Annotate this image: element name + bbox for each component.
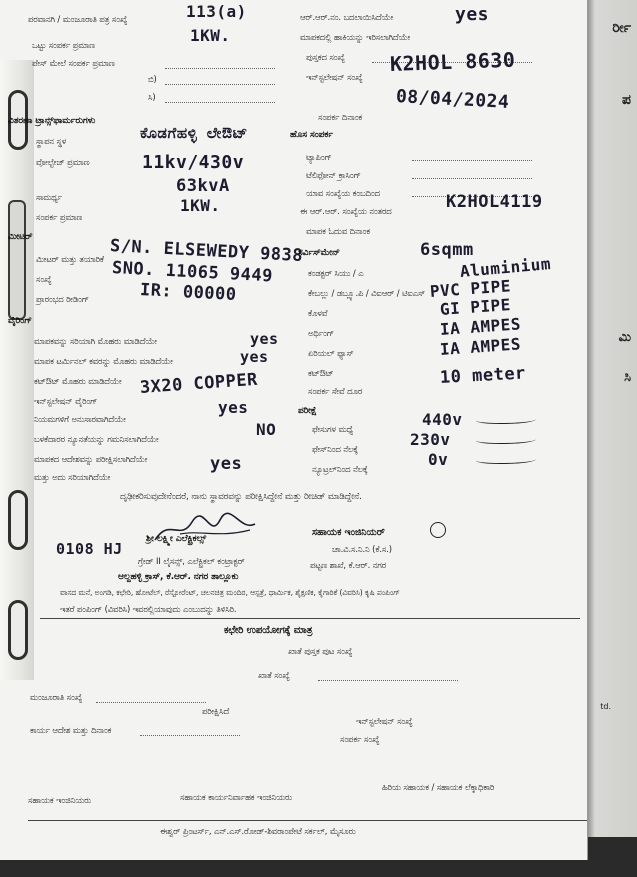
field-label: ಆರ್.ಆರ್.ನಂ. ಬದಲಾಯಿಸಿದೆಯೇ <box>300 12 394 22</box>
signatory-label: ಸಹಾಯಕ ಕಾರ್ಯನಿರ್ವಾಹಕ ಇಂಜಿನಿಯರು <box>180 792 293 802</box>
fill-line <box>165 84 275 85</box>
field-label: ಸಂಪರ್ಕ ದಿನಾಂಕ <box>318 112 363 122</box>
premises-type-text: ವಾಸದ ಮನೆ, ಅಂಗಡಿ, ಕಛೇರಿ, ಹೋಟೆಲ್, ರೆಸ್ಟೋರೆಂಟ್, ಚಲನಚಿತ್ರ ಮಂದಿರ, ಆಸ್ಪತ್ರೆ, ಧಾರ್ಮಿಕ, ಶೈಕ್ಷಣಿಕ, ಕೈಗಾರಿಕೆ (ವಿವರಿಸಿ) ಕೃಷಿ ಪಂಪಿಂಗ್ <box>60 588 400 597</box>
field-label: ಟ್ಯಾಪಿಂಗ್ <box>306 152 332 162</box>
field-label: ಕೊಳವೆ <box>308 308 328 318</box>
handwritten-value: IA AMPES <box>439 314 522 339</box>
engineer-office: ಚಾ.ವಿ.ಸ.ನಿ.ನಿ (ಕೆ.ಸ.) <box>332 544 392 554</box>
field-label: ಸಾಮರ್ಥ್ಯ <box>36 192 62 202</box>
handwritten-value: ಕೊಡಗೆಹಳ್ಳಿ ಲೇಔಟ್ <box>140 124 248 142</box>
fill-line <box>318 680 458 681</box>
contractor-license: ಗ್ರೇಡ್ II ಲೈಸನ್ಸ್, ಎಲೆಕ್ಟ್ರಿಕಲ್ ಕಂಟ್ರಾಕ್ಟರ್ <box>138 556 245 566</box>
field-label: ಫೇಸ್‌ನಿಂದ ನೆಲಕ್ಕೆ <box>312 444 358 454</box>
field-label: ಸಂಪರ್ಕ ಪ್ರಮಾಣ <box>36 212 83 222</box>
right-edge-text: ಮಿ <box>618 330 631 345</box>
handwritten-value: 113(a) <box>186 2 247 21</box>
handwritten-value: 11kv/430v <box>142 152 245 173</box>
handwritten-value: SNO. 11065 9449 <box>111 258 274 287</box>
field-label: ಸಿ) <box>148 92 156 102</box>
field-label: ನ್ಯೂಟ್ರಲ್‌ನಿಂದ ನೆಲಕ್ಕೆ <box>312 464 368 474</box>
handwritten-value: 6sqmm <box>420 240 474 260</box>
contractor-name: ಶ್ರೀ ಲಕ್ಷ್ಮೀ ಎಲೆಕ್ಟ್ರಿಕಲ್ಸ್ <box>146 534 207 544</box>
emblem-icon <box>430 522 446 538</box>
field-label: ಇನ್‌ಸ್ಟಲೇಷನ್ ಸಂಖ್ಯೆ <box>356 716 413 726</box>
section-heading: ವಿತರಣಾ ಟ್ರಾನ್ಸ್‌ಫಾರ್ಮರುಗಳು <box>8 116 96 126</box>
field-label: ಬಳಕೆದಾರರ ನ್ಯೂನತೆಯನ್ನು ಗಮನಿಸಲಾಗಿದೆಯೇ <box>34 434 159 444</box>
field-label: ಸಂಪರ್ಕ ಸೇವೆ ದೂರ <box>308 386 363 396</box>
field-label: ಕಂಡಕ್ಟರ್ ಸಿಯು / ಎ <box>308 268 364 278</box>
handwritten-value: PVC PIPE <box>429 276 512 301</box>
binder-ring <box>8 490 28 550</box>
field-label: ಕಾರ್ಯ ಆದೇಶ ಮತ್ತು ದಿನಾಂಕ <box>30 725 112 735</box>
field-label: ಸಂಪರ್ಕ ಸಂಖ್ಯೆ <box>340 734 380 744</box>
footer-divider <box>28 820 588 821</box>
signatory-label: ಹಿರಿಯ ಸಹಾಯಕ / ಸಹಾಯಕ ಲೆಕ್ಕಾಧಿಕಾರಿ <box>382 782 495 792</box>
field-label: ಕಟ್‌ಔಟ್ <box>308 368 334 378</box>
handwritten-value: Aluminium <box>459 254 552 281</box>
field-label: ಟೆಲಿಫೋನ್ ಕ್ರಾಸಿಂಗ್ <box>306 170 361 180</box>
handwritten-stroke <box>476 456 536 464</box>
field-label: ನಿಯಮಗಳಿಗೆ ಅನುಸಾರವಾಗಿದೆಯೇ <box>34 414 126 424</box>
right-edge-text: ಪ <box>622 92 631 108</box>
fill-line <box>412 178 532 179</box>
right-edge-text: td. <box>600 702 611 711</box>
field-label: ಮಾಪಕದಲ್ಲಿ ಹಾಕಿಯನ್ನು ಇರಿಸಲಾಗಿದೆಯೇ <box>300 32 411 42</box>
signatory-label: ಸಹಾಯಕ ಇಂಜಿನಿಯರು <box>28 795 92 805</box>
field-label: ಪ್ರಾರಂಭದ ರೀಡಿಂಗ್ <box>36 294 89 304</box>
field-label: ಮಾಪಕವನ್ನು ಸರಿಯಾಗಿ ಮೊಹರು ಮಾಡಿದೆಯೇ <box>34 336 157 346</box>
fill-line <box>165 102 275 103</box>
field-label: ಸ್ಥಾಪನ ಸ್ಥಳ <box>36 136 67 146</box>
handwritten-stroke <box>476 416 536 424</box>
field-label: ಪೇಸ್ ಮೇಲೆ ಸಂಪರ್ಕ ಪ್ರಮಾಣ <box>32 58 115 68</box>
field-label: ಮಾಪಕ ಓದುವ ದಿನಾಂಕ <box>306 226 370 236</box>
field-label: ಮಾಪಕದ ಆದೇಶವನ್ನು ಪರೀಕ್ಷಿಸಲಾಗಿದೆಯೇ <box>34 454 148 464</box>
field-label: ಅರ್ಥಿಂಗ್ <box>308 328 334 338</box>
handwritten-value: 08/04/2024 <box>395 86 510 113</box>
handwritten-value: K2HOL4119 <box>446 192 543 212</box>
binder-ring <box>8 600 28 660</box>
section-heading: ವೈರಿಂಗ್ <box>8 316 32 326</box>
printer-credit: ಈಶ್ವರ್ ಪ್ರಿಂಟರ್ಸ್, ಎನ್.ಎಸ್.ರೋಡ್-ಶಿವರಾಂಪೇಟೆ ಸರ್ಕಲ್, ಮೈಸೂರು <box>160 826 356 836</box>
engineer-branch: ಪಟ್ಟಣ ಶಾಖೆ, ಕೆ.ಆರ್. ನಗರ <box>310 560 387 570</box>
section-heading: ಸರ್ವಿಸ್‌ಮೇನ್ <box>298 248 340 258</box>
handwritten-value: 0v <box>428 450 449 469</box>
contractor-address: ಆಲ್ದಹಳ್ಳಿ ಕ್ರಾಸ್, ಕೆ.ಆರ್. ನಗರ ತಾಲ್ಲೂಕು <box>118 572 239 582</box>
handwritten-value: 63kvA <box>176 176 230 196</box>
section-heading: ಪರೀಕ್ಷೆ <box>298 406 317 416</box>
handwritten-value: GI PIPE <box>439 295 512 319</box>
handwritten-value: IR: 00000 <box>139 280 238 306</box>
binder-strip <box>0 60 34 680</box>
handwritten-value: 3X20 COPPER <box>139 369 259 398</box>
fill-line <box>96 702 206 703</box>
handwritten-value: yes <box>240 348 269 366</box>
handwritten-value: K2HOL 8630 <box>389 47 516 76</box>
field-label: ಸಂಖ್ಯೆ <box>36 274 52 284</box>
handwritten-value: 0108 HJ <box>56 540 123 558</box>
field-label: ಕಟ್‌ಔಟ್ ಮೊಹರು ಮಾಡಿದೆಯೇ <box>34 376 122 386</box>
office-use-heading: ಕಛೇರಿ ಉಪಯೋಗಕ್ಕೆ ಮಾತ್ರ <box>224 625 313 636</box>
right-edge-text: ಸಿ <box>624 370 631 385</box>
handwritten-value: IA AMPES <box>439 334 522 359</box>
field-label: ಈ ಆರ್.ಆರ್. ಸಂಖ್ಯೆಯ ನಂತರದ <box>300 206 392 216</box>
declaration-text: ದೃಢೀಕರಿಸುವುದೇನೆಂದರೆ, ನಾನು ಸ್ಥಾವರವನ್ನು ಪರೀಕ್ಷಿಸಿದ್ದೇನೆ ಮತ್ತು ರೀಚಿಡ್ ಮಾಡಿದ್ದೇನೆ. <box>120 492 362 502</box>
field-label: ಪರವಾನಗಿ / ಮಂಜೂರಾತಿ ಪತ್ರ ಸಂಖ್ಯೆ <box>28 14 128 24</box>
field-label: ಬಿ) <box>148 74 157 84</box>
field-label: ಯಾವ ಸಂಖ್ಯೆಯ ಕಂಬದಿಂದ <box>306 188 380 198</box>
section-heading: ಮೀಟರ್ <box>8 232 33 242</box>
section-divider <box>40 618 580 619</box>
handwritten-value: 440v <box>422 410 463 429</box>
field-label: ಪುಸ್ತಕದ ಸಂಖ್ಯೆ <box>306 52 345 62</box>
handwritten-stroke <box>476 436 536 444</box>
handwritten-value: yes <box>250 330 279 348</box>
field-label: ಫೇಸುಗಳ ಮಧ್ಯೆ <box>312 424 354 434</box>
field-label: ಏರಿಯಲ್ ಫ್ಯಾಸ್ <box>308 348 354 358</box>
handwritten-value: 230v <box>410 430 451 449</box>
field-label: ಪರೀಕ್ಷಿಸಿದೆ <box>202 706 230 716</box>
fill-line <box>412 160 532 161</box>
field-label: ಮಾಪಕ ಟರ್ಮಿನಲ್ ಕವರನ್ನು ಮೊಹರು ಮಾಡಿದೆಯೇ <box>34 356 173 366</box>
handwritten-value: 10 meter <box>439 363 527 388</box>
premises-type-text: ಇತರೆ ಪಂಪಿಂಗ್ (ವಿವರಿಸಿ) ಇವರಲ್ಲಿಯಾವುದು ಎಂಬುದನ್ನು ತಿಳಿಸಿರಿ. <box>60 604 237 614</box>
fill-line <box>140 735 240 736</box>
handwritten-value: NO <box>256 420 277 439</box>
handwritten-value: yes <box>218 398 249 417</box>
handwritten-value: 1KW. <box>190 26 231 45</box>
field-label: ಮಂಜೂರಾತಿ ಸಂಖ್ಯೆ <box>30 692 83 702</box>
binder-clip <box>8 200 26 320</box>
field-label: ಒಟ್ಟು ಸಂಪರ್ಕ ಪ್ರಮಾಣ <box>32 40 95 50</box>
fill-line <box>165 68 275 69</box>
field-label: ಕೇಬಲ್ಲು / ಡಬ್ಲ್ಯೂ.ಪಿ / ವಿಐಆರ್ / ಟಿಐಎಸ್ <box>308 288 426 298</box>
engineer-title: ಸಹಾಯಕ ಇಂಜಿನಿಯರ್ <box>312 527 385 538</box>
field-label: ಮತ್ತು ಅದು ಸರಿಯಾಗಿದೆಯೇ <box>34 472 111 482</box>
handwritten-value: 1KW. <box>180 196 221 215</box>
handwritten-value: yes <box>455 4 490 25</box>
field-label: ಇನ್‌ಸ್ಟಲೇಷನ್ ಸಂಖ್ಯೆ <box>306 72 363 82</box>
field-label: ಮೀಟರ್ ಮತ್ತು ತಯಾರಿಕೆ <box>36 254 104 264</box>
handwritten-value: yes <box>210 454 243 474</box>
field-label: ಖಾತೆ ಸಂಖ್ಯೆ <box>258 670 290 680</box>
section-heading: ಹೊಸ ಸಂಪರ್ಕ <box>290 130 333 140</box>
right-edge-text: ರ್ರೀ <box>612 20 631 36</box>
field-label: ವೋಲ್ಟೇಜ್ ಪ್ರಮಾಣ <box>36 157 90 167</box>
field-label: ಇನ್‌ಸ್ಟಲೇಷನ್ ವೈರಿಂಗ್ <box>34 396 98 406</box>
field-label: ಖಾತೆ ಪುಸ್ತಕ ಪುಟ ಸಂಖ್ಯೆ <box>288 646 353 656</box>
handwritten-value: S/N. ELSEWEDY 9838 <box>109 236 304 267</box>
